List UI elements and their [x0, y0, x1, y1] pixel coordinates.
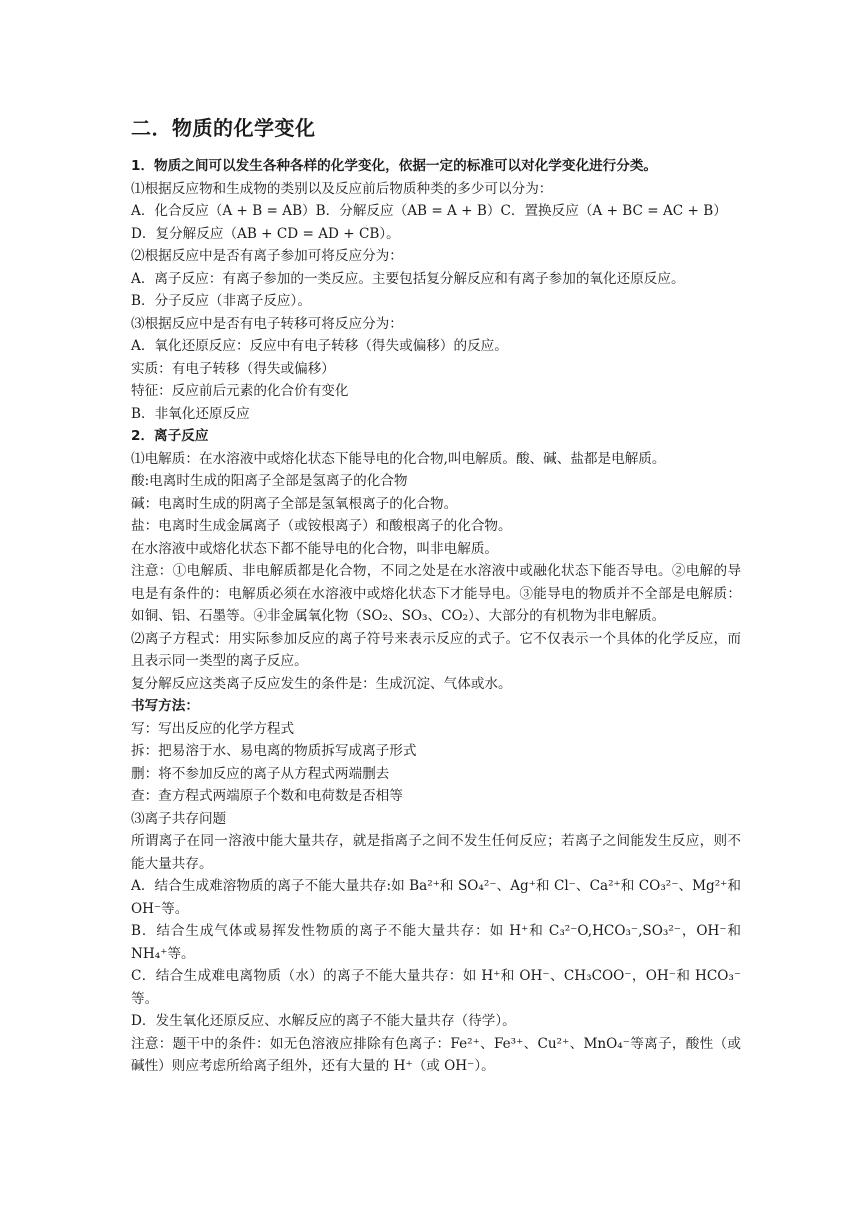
subheading: 1．物质之间可以发生各种各样的化学变化，依据一定的标准可以对化学变化进行分类。 [131, 158, 658, 174]
text-line: 复分解反应这类离子反应发生的条件是：生成沉淀、气体或水。 [131, 675, 512, 692]
subheading: 2．离子反应 [131, 428, 209, 444]
text-line: C．结合生成难电离物质（水）的离子不能大量共存：如 H⁺和 OH⁻、CH₃COO⁻，OH⁻和 HCO₃⁻等。 [131, 968, 741, 1007]
text-line: 特征：反应前后元素的化合价有变化 [131, 383, 349, 399]
subheading: 书写方法： [131, 698, 199, 714]
text-line: 查：查方程式两端原子个数和电荷数是否相等 [131, 788, 403, 804]
text-line: A．氧化还原反应：反应中有电子转移（得失或偏移）的反应。 [131, 338, 508, 354]
text-line: ⑴电解质：在水溶液中或熔化状态下能导电的化合物,叫电解质。酸、碱、盐都是电解质。 [131, 450, 666, 467]
text-line: B．结合生成气体或易挥发性物质的离子不能大量共存：如 H⁺和 C₃²⁻O,HCO₃⁻,SO₃²⁻，OH⁻和 NH₄⁺等。 [131, 923, 741, 962]
text-line: 酸:电离时生成的阳离子全部是氢离子的化合物 [131, 473, 408, 489]
text-line: 在水溶液中或熔化状态下都不能导电的化合物，叫非电解质。 [131, 540, 499, 557]
paragraph-list [131, 155, 741, 1078]
text-line: 碱：电离时生成的阴离子全部是氢氧根离子的化合物。 [131, 495, 458, 512]
text-line: ⑵离子方程式：用实际参加反应的离子符号来表示反应的式子。它不仅表示一个具体的化学反应，而且表示同一类型的离子反应。 [131, 630, 741, 669]
text-line: A．离子反应：有离子参加的一类反应。主要包括复分解反应和有离子参加的氧化还原反应。 [131, 270, 685, 287]
text-line: 盐：电离时生成金属离子（或铵根离子）和酸根离子的化合物。 [131, 518, 512, 534]
text-line: 拆：把易溶于水、易电离的物质拆写成离子形式 [131, 743, 417, 759]
text-line: B．分子反应（非离子反应）。 [131, 293, 311, 309]
text-line: D．发生氧化还原反应、水解反应的离子不能大量共存（待学）。 [131, 1013, 516, 1029]
text-line: B．非氧化还原反应 [131, 405, 250, 422]
text-line: ⑵根据反应中是否有离子参加可将反应分为： [131, 248, 403, 264]
text-line: ⑶根据反应中是否有电子转移可将反应分为： [131, 315, 403, 332]
document-body [131, 112, 741, 1078]
text-line: A．化合反应（A + B = AB）B．分解反应（AB = A + B）C．置换反应（A + BC = AC + B） [131, 203, 727, 219]
text-line: ⑴根据反应物和生成物的类别以及反应前后物质种类的多少可以分为： [131, 180, 553, 197]
text-line: 注意：题干中的条件：如无色溶液应排除有色离子：Fe²⁺、Fe³⁺、Cu²⁺、MnO₄⁻等离子，酸性（或碱性）则应考虑所给离子组外，还有大量的 H⁺（或 OH⁻）。 [131, 1035, 741, 1074]
section-title: 二．物质的化学变化 [131, 116, 316, 140]
text-line: 所谓离子在同一溶液中能大量共存，就是指离子之间不发生任何反应；若离子之间能发生反应，则不能大量共存。 [131, 833, 741, 872]
text-line: ⑶离子共存问题 [131, 810, 227, 827]
text-line: D．复分解反应（AB + CD = AD + CB）。 [131, 225, 400, 242]
text-line: A．结合生成难溶物质的离子不能大量共存:如 Ba²⁺和 SO₄²⁻、Ag⁺和 Cl⁻、Ca²⁺和 CO₃²⁻、Mg²⁺和 OH⁻等。 [131, 878, 741, 917]
text-line: 实质：有电子转移（得失或偏移） [131, 360, 335, 377]
text-line: 写：写出反应的化学方程式 [131, 720, 295, 737]
text-line: 删：将不参加反应的离子从方程式两端删去 [131, 765, 390, 782]
text-line: 注意：①电解质、非电解质都是化合物，不同之处是在水溶液中或融化状态下能否导电。②电解的导电是有条件的：电解质必须在水溶液中或熔化状态下才能导电。③能导电的物质并不全部是电解质：如铜、铝、石墨等。④非金属氧化物（SO₂、SO₃、CO₂）、大部分的有机物为非电解质。 [131, 563, 741, 624]
